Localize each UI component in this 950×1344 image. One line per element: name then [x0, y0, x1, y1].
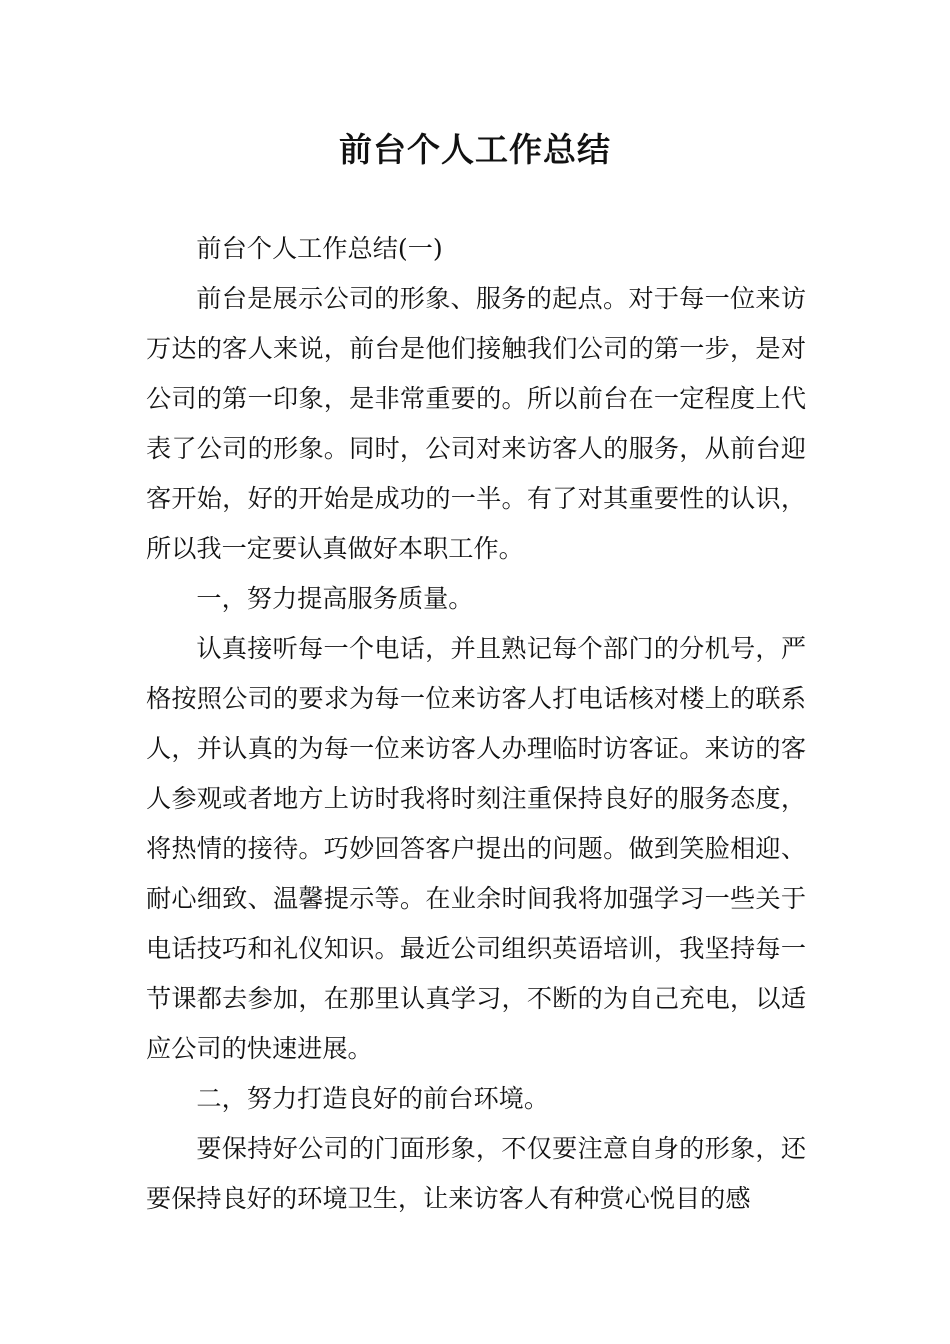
paragraph: 认真接听每一个电话，并且熟记每个部门的分机号，严格按照公司的要求为每一位来访客人打电话核对楼上的联系人，并认真的为每一位来访客人办理临时访客证。来访的客人参观或者地方上访时我将时刻注重保持良好的服务态度，将热情的接待。巧妙回答客户提出的问题。做到笑脸相迎、耐心细致、温馨提示等。在业余时间我将加强学习一些关于电话技巧和礼仪知识。最近公司组织英语培训，我坚持每一节课都去参加，在那里认真学习，不断的为自己充电，以适应公司的快速进展。	[146, 634, 806, 1063]
document-body	[146, 224, 806, 1224]
section-heading: 二，努力打造良好的前台环境。	[196, 1084, 550, 1113]
paragraph: 要保持好公司的门面形象，不仅要注意自身的形象，还要保持良好的环境卫生，让来访客人有种赏心悦目的感	[146, 1134, 806, 1213]
document-title: 前台个人工作总结	[339, 130, 611, 169]
section-heading: 前台个人工作总结(一)	[196, 234, 443, 263]
paragraph: 前台是展示公司的形象、服务的起点。对于每一位来访万达的客人来说，前台是他们接触我们公司的第一步，是对公司的第一印象，是非常重要的。所以前台在一定程度上代表了公司的形象。同时，公司对来访客人的服务，从前台迎客开始，好的开始是成功的一半。有了对其重要性的认识，所以我一定要认真做好本职工作。	[146, 284, 806, 563]
section-heading: 一，努力提高服务质量。	[196, 584, 474, 613]
